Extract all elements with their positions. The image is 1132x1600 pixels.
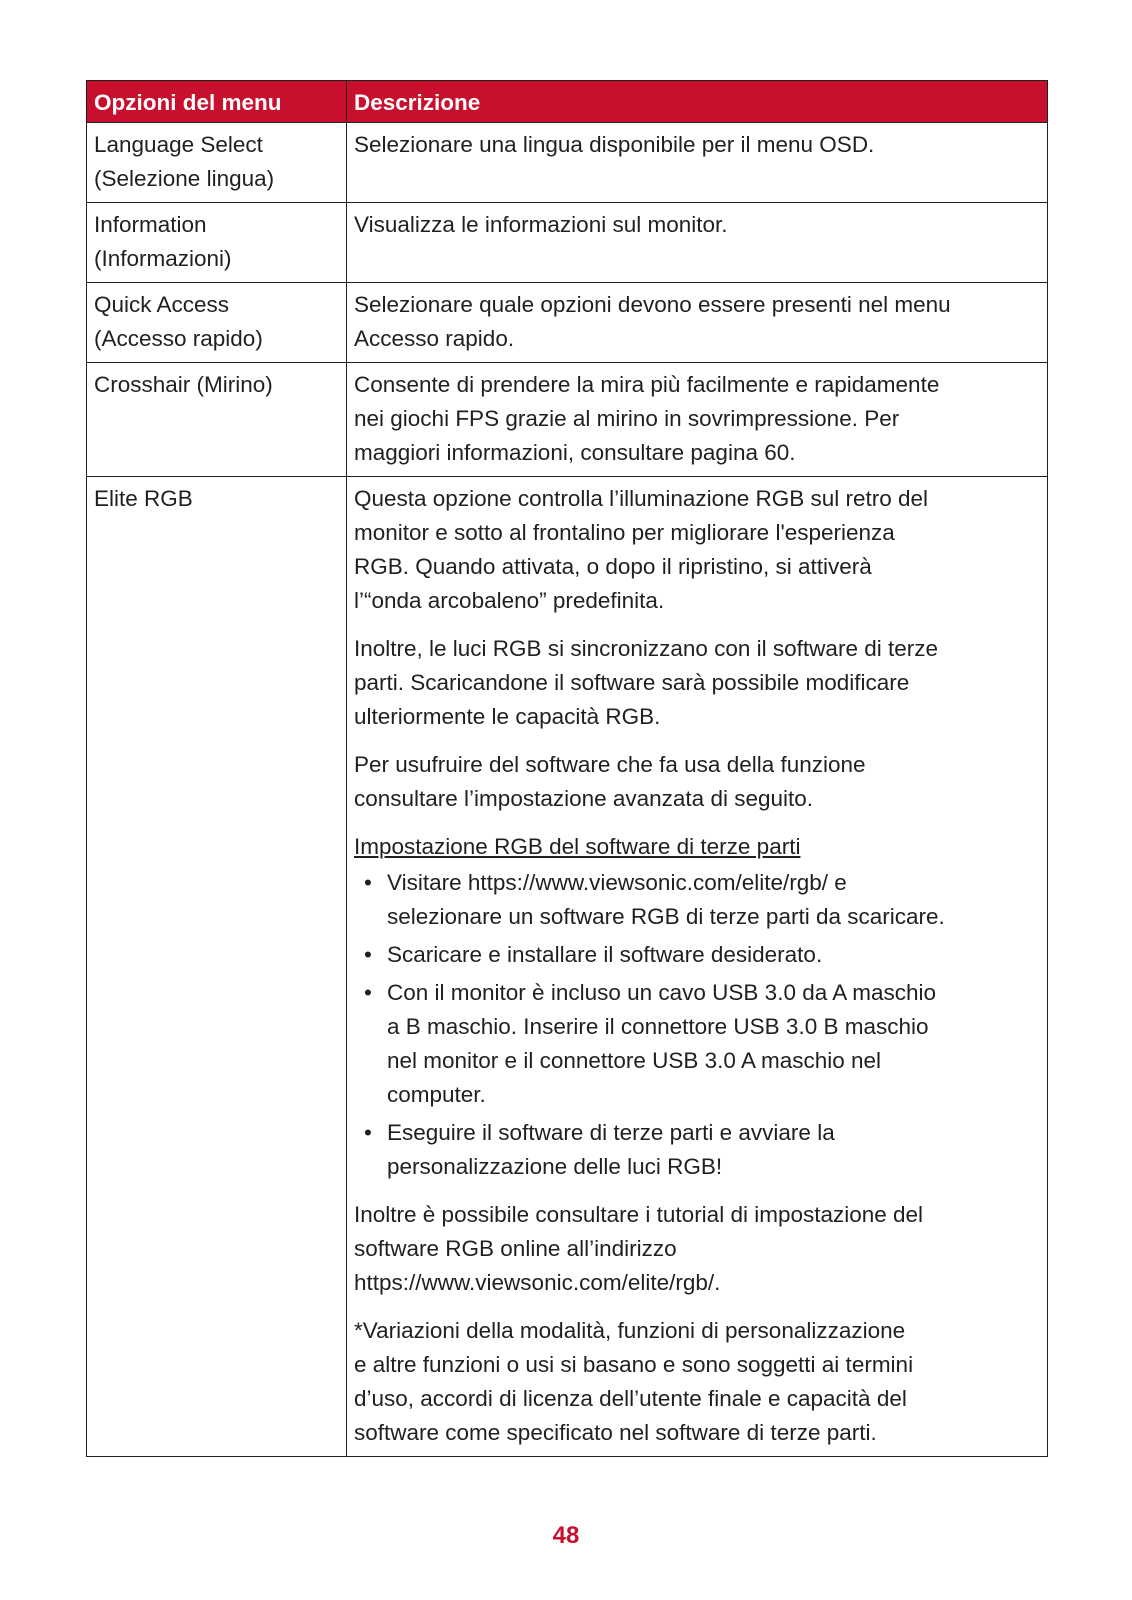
description-line: Inoltre, le luci RGB si sincronizzano con il software di terze: [354, 636, 938, 661]
bullet-icon: •: [364, 870, 372, 895]
bullet-icon: •: [364, 1120, 372, 1145]
description-line: RGB. Quando attivata, o dopo il ripristino, si attiverà: [354, 554, 872, 579]
option-name: Elite RGB: [94, 486, 193, 511]
list-item-line: selezionare un software RGB di terze parti da scaricare.: [387, 904, 945, 929]
list-item-line: a B maschio. Inserire il connettore USB 3.0 B maschio: [387, 1014, 929, 1039]
elite-paragraph-1: [354, 482, 1040, 618]
elite-paragraph-2: [354, 632, 1040, 734]
description-line: monitor e sotto al frontalino per migliorare l'esperienza: [354, 520, 895, 545]
menu-options-table: [86, 80, 1048, 1457]
option-name: Information: [94, 212, 207, 237]
elite-paragraph-3: [354, 748, 1040, 816]
page-number: 48: [552, 1522, 580, 1549]
list-item-line: Eseguire il software di terze parti e avviare la: [387, 1120, 835, 1145]
list-item: [354, 976, 1040, 1112]
description-line: Questa opzione controlla l’illuminazione RGB sul retro del: [354, 486, 929, 511]
elite-disclaimer: [354, 1314, 1040, 1450]
description-text: Visualizza le informazioni sul monitor.: [354, 212, 728, 237]
description-line: Consente di prendere la mira più facilmente e rapidamente: [354, 372, 940, 397]
description-line: maggiori informazioni, consultare pagina 60.: [354, 440, 796, 465]
bullet-icon: •: [364, 942, 372, 967]
setup-section: [354, 830, 1040, 1184]
description-cell: [347, 477, 1048, 1457]
list-item: [354, 938, 1040, 972]
option-translation: (Accesso rapido): [94, 326, 263, 351]
description-line: https://www.viewsonic.com/elite/rgb/.: [354, 1270, 721, 1295]
option-cell: [87, 123, 347, 203]
header-menu-options: Opzioni del menu: [87, 81, 347, 123]
description-line: d’uso, accordi di licenza dell’utente finale e capacità del: [354, 1386, 907, 1411]
table-row: [87, 283, 1048, 363]
list-item: [354, 1116, 1040, 1184]
table-header-row: [87, 81, 1048, 123]
list-item-line: personalizzazione delle luci RGB!: [387, 1154, 723, 1179]
list-item-line: computer.: [387, 1082, 486, 1107]
list-item-line: nel monitor e il connettore USB 3.0 A maschio nel: [387, 1048, 882, 1073]
list-item-line: Visitare https://www.viewsonic.com/elite/rgb/ e: [387, 870, 847, 895]
description-line: Per usufruire del software che fa usa della funzione: [354, 752, 866, 777]
table-row: [87, 123, 1048, 203]
option-name: Language Select: [94, 132, 263, 157]
setup-heading: Impostazione RGB del software di terze parti: [354, 834, 801, 859]
option-cell: [87, 203, 347, 283]
description-line: Selezionare quale opzioni devono essere presenti nel menu: [354, 292, 951, 317]
description-cell: [347, 283, 1048, 363]
list-item: [354, 866, 1040, 934]
header-description: Descrizione: [347, 81, 1048, 123]
option-cell: [87, 363, 347, 477]
table-row-elite-rgb: [87, 477, 1048, 1457]
description-line: Accesso rapido.: [354, 326, 515, 351]
description-line: software RGB online all’indirizzo: [354, 1236, 677, 1261]
description-cell: [347, 203, 1048, 283]
setup-steps-list: [354, 866, 1040, 1184]
description-line: e altre funzioni o usi si basano e sono soggetti ai termini: [354, 1352, 914, 1377]
description-line: consultare l’impostazione avanzata di seguito.: [354, 786, 814, 811]
option-cell: [87, 283, 347, 363]
description-line: software come specificato nel software di terze parti.: [354, 1420, 877, 1445]
list-item-line: Scaricare e installare il software desiderato.: [387, 942, 823, 967]
option-name: Crosshair (Mirino): [94, 372, 273, 397]
elite-paragraph-4: [354, 1198, 1040, 1300]
option-translation: (Informazioni): [94, 246, 232, 271]
description-text: Selezionare una lingua disponibile per il menu OSD.: [354, 132, 875, 157]
table-row: [87, 203, 1048, 283]
description-line: *Variazioni della modalità, funzioni di personalizzazione: [354, 1318, 906, 1343]
description-line: ulteriormente le capacità RGB.: [354, 704, 661, 729]
table-row: [87, 363, 1048, 477]
description-line: l’“onda arcobaleno” predefinita.: [354, 588, 665, 613]
description-cell: [347, 363, 1048, 477]
description-line: nei giochi FPS grazie al mirino in sovrimpressione. Per: [354, 406, 900, 431]
option-name: Quick Access: [94, 292, 230, 317]
option-translation: (Selezione lingua): [94, 166, 275, 191]
bullet-icon: •: [364, 980, 372, 1005]
description-cell: [347, 123, 1048, 203]
option-cell: [87, 477, 347, 1457]
description-line: parti. Scaricandone il software sarà possibile modificare: [354, 670, 910, 695]
list-item-line: Con il monitor è incluso un cavo USB 3.0 da A maschio: [387, 980, 937, 1005]
description-line: Inoltre è possibile consultare i tutorial di impostazione del: [354, 1202, 924, 1227]
